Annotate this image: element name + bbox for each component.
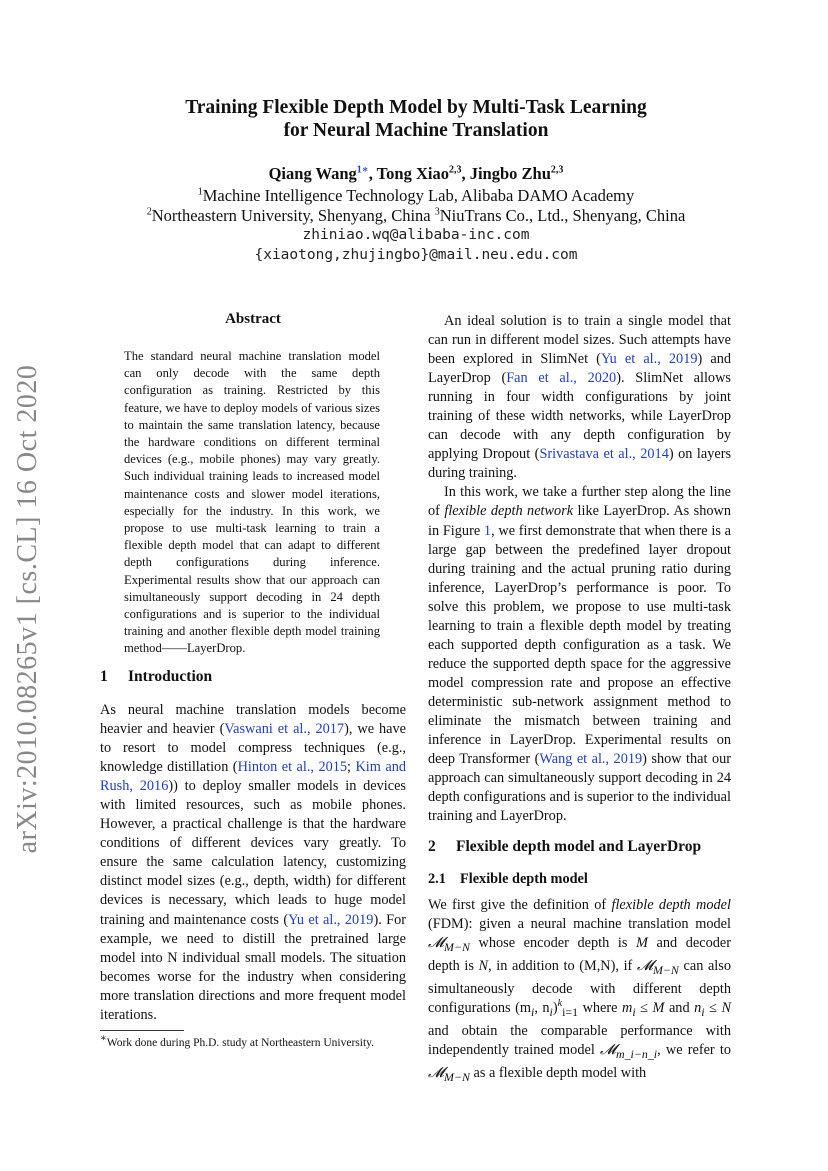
text-run: like LayerDrop. As shown in Figure [428, 503, 731, 539]
text-run: ) and LayerDrop ( [428, 351, 731, 387]
text-run: (FDM): given a neural machine translation model [428, 916, 731, 933]
affiliation-text: Northeastern University, Shenyang, China [151, 206, 431, 225]
text-run: ; [347, 759, 356, 776]
author-name: Qiang Wang [268, 164, 357, 183]
emphasis: flexible depth network [444, 503, 574, 520]
paragraph [428, 312, 731, 483]
section-heading-flexible-depth [428, 838, 701, 856]
citation-link[interactable]: Vaswani et al., 2017 [224, 721, 345, 738]
text-run: whose encoder depth is [469, 935, 636, 952]
affiliation-mark: 2 [146, 206, 152, 218]
text-run: In this work, we take a further step along the line of [428, 484, 731, 520]
subsection-number: 2.1 [428, 871, 446, 887]
citation-link[interactable]: Fan et al., 2020 [506, 370, 617, 387]
text-run: and obtain the comparable performance with independently trained model [428, 1022, 731, 1058]
introduction-body [100, 701, 406, 1025]
subsection-title: Flexible depth model [460, 871, 588, 887]
text-run: where [578, 999, 623, 1016]
math-symbol: 𝓜$_{m\_i-n\_i}$ [599, 1041, 658, 1061]
footnote-divider [100, 1030, 184, 1031]
section-title: Flexible depth model and LayerDrop [456, 838, 702, 855]
citation-link[interactable]: Yu et al., 2019 [600, 351, 698, 368]
text-run: ). SlimNet allows running in four width configurations by joint training of these width networks, while LayerDrop can decode with any depth configuration by applying Dropout ( [428, 370, 731, 463]
section-number: 2 [428, 838, 436, 855]
emphasis: flexible depth model [611, 897, 731, 913]
text-run: , we refer to [657, 1041, 731, 1058]
math-symbol: 𝓜$_{M-N}$ [636, 958, 679, 977]
paper-title [100, 96, 732, 142]
author-affiliation-mark: 2,3 [550, 164, 564, 176]
citation-link[interactable]: Hinton et al., 2015 [237, 759, 348, 776]
text-run: ) on layers during training. [428, 446, 732, 482]
paragraph [428, 896, 731, 1087]
text-run: We first give the definition of [428, 897, 612, 913]
text-run: , in addition to (M,N), if [488, 958, 637, 974]
text-run: ). For example, we need to distill the pretrained large model into N individual small models. The situation becomes worse for the industry when considering more translation directions and more frequent model iterations. [100, 911, 406, 1023]
abstract-heading: Abstract [225, 311, 281, 327]
footnote-text: Work done during Ph.D. study at Northeastern University. [106, 1037, 375, 1049]
affiliation-text: NiuTrans Co., Ltd., Shenyang, China [439, 206, 686, 225]
author-list: Qiang Wang$^{1∗}$, Tong Xiao$^{2,3}$, Jingbo Zhu$^{2,3}$ [268, 164, 564, 183]
figure-link[interactable]: 1 [483, 522, 492, 539]
section-number: 1 [100, 668, 108, 685]
section-2-body [428, 896, 731, 1087]
paragraph [428, 483, 731, 826]
text-run: ), we have to resort to model compress techniques (e.g., knowledge distillation ( [100, 721, 406, 776]
author-affiliation-mark: 2,3 [448, 164, 462, 176]
text-run: ) show that our approach can simultaneously support decoding in 24 depth configurations and is superior to the individual training and LayerDrop. [428, 751, 731, 825]
citation-link[interactable]: Srivastava et al., 2014 [539, 446, 669, 463]
affiliation-mark: 1 [197, 186, 203, 198]
affiliation-line-2 [100, 206, 732, 226]
section-heading-introduction [100, 668, 212, 686]
math-symbol: 𝓜$_{M-N}$ [428, 935, 470, 954]
text-run: can also simultaneously decode with different depth configurations [428, 958, 731, 1016]
section-title: Introduction [128, 668, 213, 685]
author-affiliation-mark[interactable]: 1∗ [356, 164, 369, 176]
citation-link[interactable]: Yu et al., 2019 [288, 911, 374, 928]
text-run: and [664, 999, 695, 1016]
footnote-mark: ∗ [100, 1033, 107, 1045]
right-column-intro [428, 312, 731, 826]
math-symbol: 𝓜$_{M-N}$ [428, 1064, 470, 1084]
citation-link[interactable]: Kim and Rush, 2016 [100, 759, 407, 795]
math-expression: $n_i \le N$ [694, 999, 732, 1019]
citation-link[interactable]: Wang et al., 2019 [539, 751, 643, 768]
title-line-1: Training Flexible Depth Model by Multi-Task Learning [185, 97, 647, 118]
text-run: )) to deploy smaller models in devices with limited resources, such as mobile phones. However, a practical challenge is that the hardware conditions of different devices vary greatly. To ensure the same calculation latency, customizing distinct model sizes (e.g., depth, width) for different devices is necessary, which leads to huge model training and maintenance costs ( [100, 778, 407, 928]
math-expression: ($m_i$, $n_i)^k_{i=1}$ [515, 998, 579, 1019]
email-secondary: {xiaotong,zhujingbo}@mail.neu.edu.com [254, 247, 578, 263]
author-name: Jingbo Zhu [469, 164, 551, 183]
affiliation-mark: 3 [434, 206, 440, 218]
text-run: , we first demonstrate that when there is a large gap between the predefined layer dropout during training and the actual pruning ratio during inference, LayerDrop’s performance is poor. To solve this problem, we propose to use multi-task learning to train a flexible depth model by treating each supported depth configuration as a task. We reduce the supported depth space for the aggressive model compression rate and propose an effective deterministic sub-network assignment method to eliminate the mismatch between training and inference in LayerDrop. Experimental results on deep Transformer ( [428, 522, 731, 768]
math-symbol: M [635, 935, 648, 952]
abstract-body: The standard neural machine translation model can only decode with the same depth configuration as training. Restricted by this feature, we have to deploy models of various sizes to maintain the same translation latency, because the hardware conditions on different terminal devices (e.g., mobile phones) may vary greatly. Such individual training leads to increased model maintenance costs and slower model iterations, especially for the industry. In this work, we propose to use multi-task learning to train a flexible depth model that can adapt to different depth configurations during inference. Experimental results show that our approach can simultaneously support decoding in 24 depth configurations and is superior to the individual training and another flexible depth model training method——LayerDrop. [124, 349, 380, 656]
text-run: As neural machine translation models become heavier and heavier ( [100, 702, 406, 738]
text-run: An ideal solution is to train a single model that can run in different model sizes. Such attempts have been explored in SlimNet ( [428, 313, 731, 368]
affiliation-text: Machine Intelligence Technology Lab, Alibaba DAMO Academy [202, 186, 635, 205]
title-line-2: for Neural Machine Translation [283, 120, 549, 141]
arxiv-identifier: arXiv:2010.08265v1 [cs.CL] 16 Oct 2020 [12, 364, 43, 854]
footnote [100, 1033, 406, 1051]
email-primary: zhiniao.wq@alibaba-inc.com [302, 227, 530, 243]
text-run: and decoder depth is [428, 935, 731, 974]
math-expression: $m_i \le M$ [622, 999, 665, 1019]
author-name: Tong Xiao [376, 164, 449, 183]
math-symbol: N [478, 958, 489, 974]
text-run: as a flexible depth model with [469, 1064, 647, 1081]
affiliation-line-1 [100, 186, 732, 206]
subsection-heading-flexible-depth-model [428, 871, 588, 888]
paragraph [100, 701, 406, 1025]
